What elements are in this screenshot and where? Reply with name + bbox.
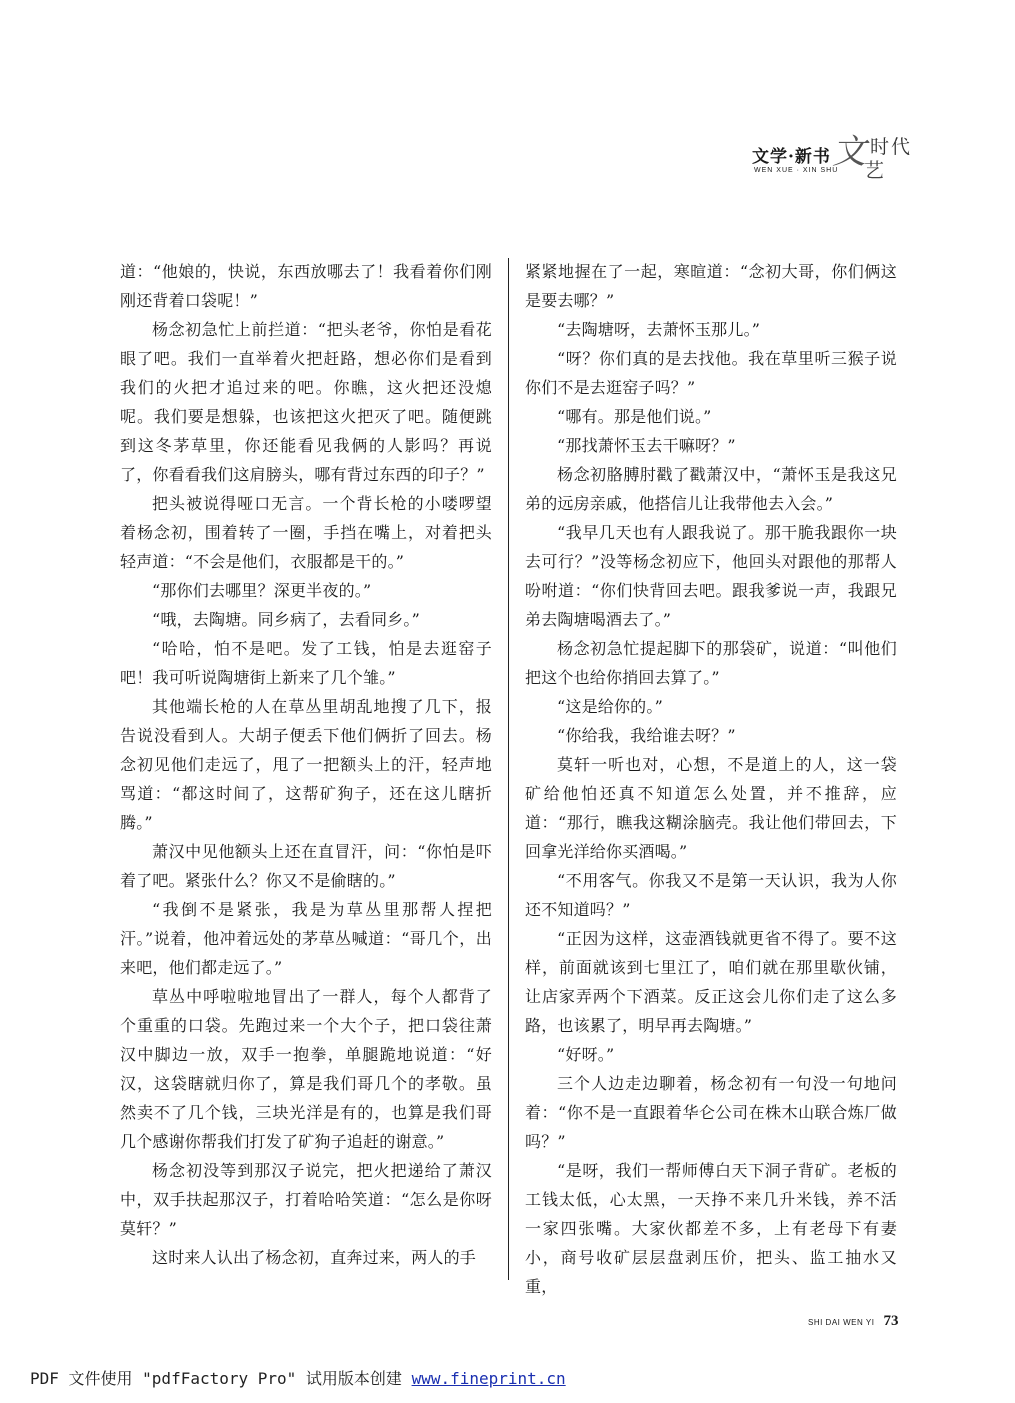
paragraph: 这时来人认出了杨念初，直奔过来，两人的手: [152, 1248, 477, 1267]
paragraph: 萧汉中见他额头上还在直冒汗，问：“你怕是吓着了吧。紧张什么？你又不是偷瞎的。”: [120, 842, 492, 890]
page-footer: [808, 1310, 899, 1330]
pdf-watermark: [30, 1366, 566, 1389]
watermark-link[interactable]: www.fineprint.cn: [411, 1369, 566, 1388]
section-header: [740, 130, 940, 190]
paragraph: “这是给你的。”: [557, 697, 663, 716]
logo-shidai: 时代: [870, 136, 913, 158]
paragraph: 杨念初急忙提起脚下的那袋矿，说道：“叫他们把这个也给你捎回去算了。”: [525, 639, 897, 687]
paragraph: “好呀。”: [557, 1045, 615, 1064]
paragraph: “那找萧怀玉去干嘛呀？”: [557, 436, 736, 455]
paragraph: 杨念初急忙上前拦道：“把头老爷，你怕是看花眼了吧。我们一直举着火把赶路，想必你们是看到我们的火把才追过来的吧。你瞧，这火把还没熄呢。我们要是想躲，也该把这火把灭了吧。随便跳到这冬茅草里，你还能看见我俩的人影吗？再说了，你看看我们这肩膀头，哪有背过东西的印子？”: [120, 320, 492, 484]
paragraph: 其他端长枪的人在草丛里胡乱地搜了几下，报告说没看到人。大胡子便丢下他们俩折了回去。杨念初见他们走远了，甩了一把额头上的汗，轻声地骂道：“都这时间了，这帮矿狗子，还在这儿瞎折腾。”: [120, 697, 492, 832]
paragraph: 杨念初没等到那汉子说完，把火把递给了萧汉中，双手扶起那汉子，打着哈哈笑道：“怎么是你呀莫轩？”: [120, 1161, 492, 1238]
left-text-column: [120, 257, 492, 1272]
paragraph: “哪有。那是他们说。”: [557, 407, 712, 426]
paragraph: 道：“他娘的，快说，东西放哪去了！我看着你们刚刚还背着口袋呢！”: [120, 262, 492, 310]
column-divider: [508, 258, 509, 1280]
paragraph: “你给我，我给谁去呀？”: [557, 726, 736, 745]
paragraph: “那你们去哪里？深更半夜的。”: [152, 581, 372, 600]
paragraph: 莫轩一听也对，心想，不是道上的人，这一袋矿给他怕还真不知道怎么处置，并不推辞，应道：“那行，瞧我这糊涂脑壳。我让他们带回去，下回拿光洋给你买酒喝。”: [525, 755, 897, 861]
paragraph: “不用客气。你我又不是第一天认识，我为人你还不知道吗？”: [525, 871, 897, 919]
magazine-logo: [832, 130, 922, 180]
magazine-name: SHI DAI WEN YI: [808, 1318, 875, 1327]
paragraph: “去陶塘呀，去萧怀玉那儿。”: [557, 320, 761, 339]
section-title: 文学·新书: [752, 147, 831, 167]
paragraph: 紧紧地握在了一起，寒暄道：“念初大哥，你们俩这是要去哪？”: [525, 262, 897, 310]
watermark-text: PDF 文件使用 "pdfFactory Pro" 试用版本创建: [30, 1369, 412, 1388]
paragraph: “我早几天也有人跟我说了。那干脆我跟你一块去可行？”没等杨念初应下，他回头对跟他的那帮人吩咐道：“你们快背回去吧。跟我爹说一声，我跟兄弟去陶塘喝酒去了。”: [525, 523, 897, 629]
paragraph: 草丛中呼啦啦地冒出了一群人，每个人都背了个重重的口袋。先跑过来一个大个子，把口袋往萧汉中脚边一放，双手一抱拳，单腿跪地说道：“好汉，这袋瞎就归你了，算是我们哥几个的孝敬。虽然卖不了几个钱，三块光洋是有的，也算是我们哥几个感谢你帮我们打发了矿狗子追赶的谢意。”: [120, 987, 492, 1151]
section-pinyin: WEN XUE · XIN SHU: [754, 167, 839, 174]
paragraph: 三个人边走边聊着，杨念初有一句没一句地问着：“你不是一直跟着华仑公司在株木山联合炼厂做吗？”: [525, 1074, 897, 1151]
paragraph: “呀？你们真的是去找他。我在草里听三猴子说你们不是去逛窑子吗？”: [525, 349, 897, 397]
paragraph: “哈哈，怕不是吧。发了工钱，怕是去逛窑子吧！我可听说陶塘街上新来了几个雏。”: [120, 639, 492, 687]
page-number: 73: [883, 1313, 899, 1329]
paragraph: “正因为这样，这壶酒钱就更省不得了。要不这样，前面就该到七里江了，咱们就在那里歇伙铺，让店家弄两个下酒菜。反正这会儿你们走了这么多路，也该累了，明早再去陶塘。”: [525, 929, 897, 1035]
logo-char-yi: 艺: [864, 158, 886, 182]
paragraph: “是呀，我们一帮师傅白天下洞子背矿。老板的工钱太低，心太黑，一天挣不来几升米钱，养不活一家四张嘴。大家伙都差不多，上有老母下有妻小，商号收矿层层盘剥压价，把头、监工抽水又重，: [525, 1161, 897, 1296]
paragraph: 杨念初胳膊肘戳了戳萧汉中，“萧怀玉是我这兄弟的远房亲戚，他搭信儿让我带他去入会。”: [525, 465, 897, 513]
paragraph: 把头被说得哑口无言。一个背长枪的小喽啰望着杨念初，围着转了一圈，手挡在嘴上，对着把头轻声道：“不会是他们，衣服都是干的。”: [120, 494, 492, 571]
logo-char-wen: 文: [832, 132, 866, 172]
paragraph: “我倒不是紧张，我是为草丛里那帮人捏把汗。”说着，他冲着远处的茅草丛喊道：“哥几个，出来吧，他们都走远了。”: [120, 900, 492, 977]
right-text-column: [525, 257, 897, 1301]
paragraph: “哦，去陶塘。同乡病了，去看同乡。”: [152, 610, 420, 629]
